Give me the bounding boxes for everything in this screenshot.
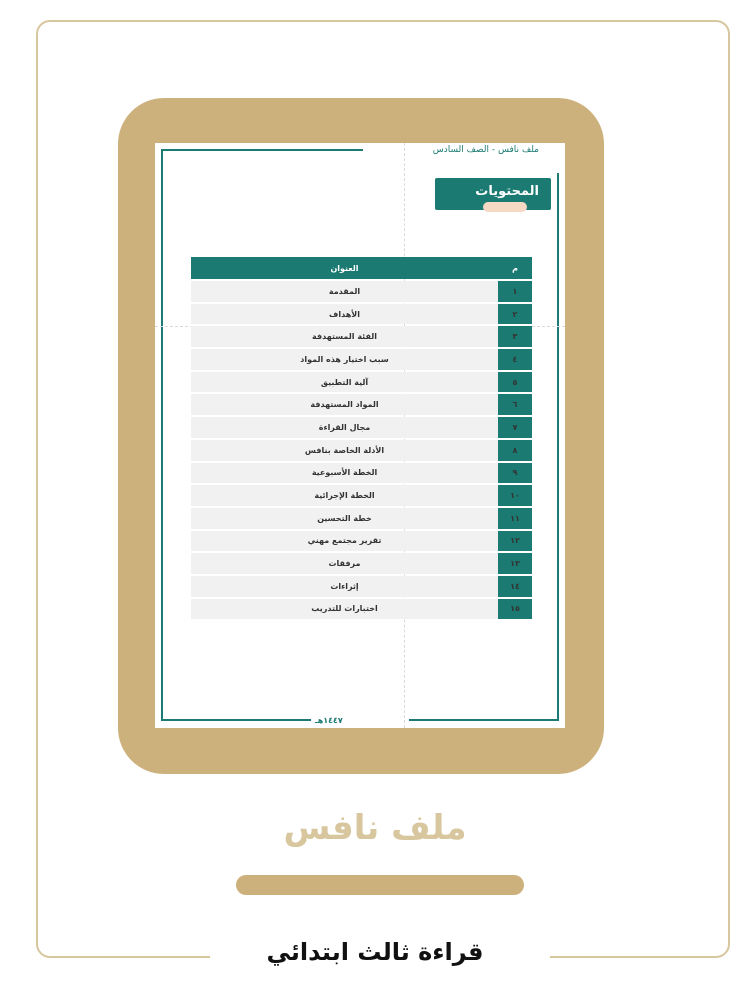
row-title: الخطة الإجرائية — [191, 485, 498, 506]
row-title: اختبارات للتدريب — [191, 599, 498, 620]
row-title: آلية التطبيق — [191, 372, 498, 393]
doc-header: ملف نافس - الصف السادس — [432, 145, 539, 155]
row-number: ٨ — [498, 440, 532, 461]
row-title: الفئة المستهدفة — [191, 326, 498, 347]
row-number: ١٢ — [498, 531, 532, 552]
gold-divider-bar — [236, 875, 524, 895]
column-header-number: م — [498, 257, 532, 279]
row-title: مجال القراءة — [191, 417, 498, 438]
contents-table-body — [191, 281, 532, 619]
doc-border-bottom-right — [409, 719, 559, 721]
row-number: ٣ — [498, 326, 532, 347]
column-header-title: العنوان — [191, 257, 498, 279]
table-row — [191, 281, 532, 302]
doc-border-left — [161, 149, 163, 721]
row-title: إثراءات — [191, 576, 498, 597]
row-number: ٩ — [498, 463, 532, 484]
row-title: خطة التحسين — [191, 508, 498, 529]
doc-border-right — [557, 173, 559, 719]
grade-subject-title: قراءة ثالث ابتدائي — [266, 938, 484, 966]
table-row — [191, 417, 532, 438]
table-row — [191, 372, 532, 393]
table-row — [191, 485, 532, 506]
contents-table — [191, 255, 532, 621]
table-row — [191, 599, 532, 620]
table-row — [191, 576, 532, 597]
table-row — [191, 508, 532, 529]
row-number: ٤ — [498, 349, 532, 370]
row-title: الأهداف — [191, 304, 498, 325]
doc-border-top — [161, 149, 363, 161]
table-row — [191, 349, 532, 370]
row-number: ١ — [498, 281, 532, 302]
table-row — [191, 553, 532, 574]
document-page — [155, 143, 565, 728]
contents-heading: المحتويات — [475, 184, 539, 199]
table-row — [191, 440, 532, 461]
row-number: ٥ — [498, 372, 532, 393]
row-title: تقرير مجتمع مهني — [191, 531, 498, 552]
contents-heading-box — [435, 178, 551, 210]
table-row — [191, 531, 532, 552]
table-row — [191, 304, 532, 325]
doc-footer-year: ١٤٤٧هـ — [315, 716, 343, 725]
row-number: ١٤ — [498, 576, 532, 597]
row-title: مرفقات — [191, 553, 498, 574]
row-number: ٧ — [498, 417, 532, 438]
table-row — [191, 326, 532, 347]
table-header-row — [191, 257, 532, 279]
row-number: ١٥ — [498, 599, 532, 620]
row-number: ٦ — [498, 394, 532, 415]
file-title: ملف نافس — [283, 808, 467, 848]
row-title: الخطة الأسبوعية — [191, 463, 498, 484]
row-title: سبب اختيار هذه المواد — [191, 349, 498, 370]
row-number: ١٠ — [498, 485, 532, 506]
table-row — [191, 394, 532, 415]
row-title: الأدلة الخاصة بنافس — [191, 440, 498, 461]
row-title: المواد المستهدفة — [191, 394, 498, 415]
contents-pill-decoration — [483, 202, 527, 212]
row-number: ٢ — [498, 304, 532, 325]
row-number: ١٣ — [498, 553, 532, 574]
row-title: المقدمة — [191, 281, 498, 302]
doc-border-bottom-left — [161, 719, 311, 721]
row-number: ١١ — [498, 508, 532, 529]
table-row — [191, 463, 532, 484]
